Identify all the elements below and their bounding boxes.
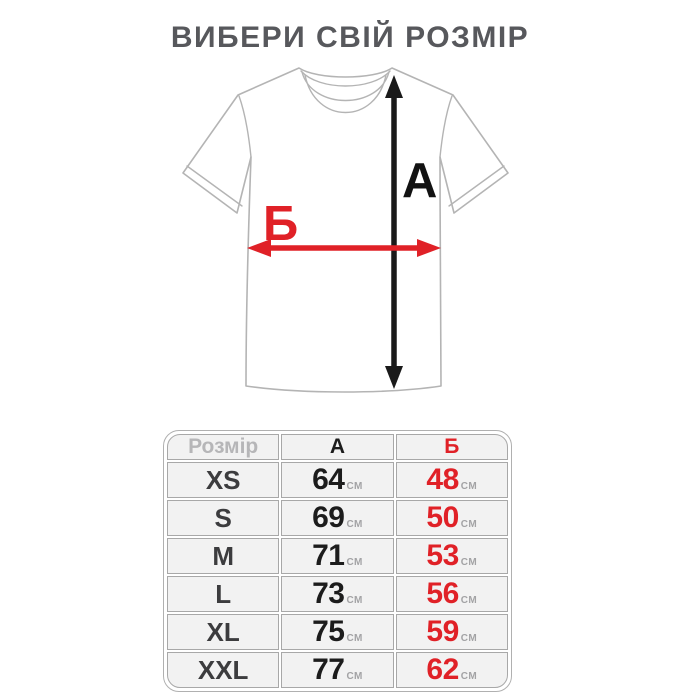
size-cell: S — [167, 500, 279, 536]
size-cell: XS — [167, 462, 279, 498]
unit-label: СМ — [346, 595, 363, 606]
width-value: 59 — [426, 615, 459, 648]
table-row — [167, 538, 508, 574]
width-cell — [396, 614, 508, 650]
width-label: Б — [263, 197, 299, 251]
width-cell — [396, 500, 508, 536]
length-cell — [281, 500, 393, 536]
unit-label: СМ — [346, 633, 363, 644]
unit-label: СМ — [346, 557, 363, 568]
table-header-row — [167, 434, 508, 460]
width-cell — [396, 462, 508, 498]
width-column-header: Б — [396, 434, 508, 460]
length-column-header: А — [281, 434, 393, 460]
width-value: 50 — [426, 501, 459, 534]
length-value: 71 — [312, 539, 345, 572]
page-title: ВИБЕРИ СВІЙ РОЗМІР — [170, 21, 530, 54]
width-cell — [396, 576, 508, 612]
table-row — [167, 462, 508, 498]
length-value: 69 — [312, 501, 345, 534]
table-row — [167, 500, 508, 536]
length-value: 73 — [312, 577, 345, 610]
length-value: 75 — [312, 615, 345, 648]
length-cell — [281, 462, 393, 498]
size-cell: M — [167, 538, 279, 574]
table-row — [167, 652, 508, 688]
width-value: 53 — [426, 539, 459, 572]
tshirt-outline — [183, 68, 508, 392]
table-row — [167, 576, 508, 612]
width-cell — [396, 538, 508, 574]
size-column-header: Розмір — [167, 434, 279, 460]
size-cell: XL — [167, 614, 279, 650]
unit-label: СМ — [460, 519, 478, 530]
unit-label: СМ — [346, 671, 363, 682]
width-value: 62 — [426, 653, 459, 686]
table-row — [167, 614, 508, 650]
unit-label: СМ — [460, 557, 478, 568]
unit-label: СМ — [346, 481, 363, 492]
unit-label: СМ — [460, 595, 478, 606]
length-cell — [281, 538, 393, 574]
width-value: 48 — [426, 463, 459, 496]
length-cell — [281, 576, 393, 612]
length-cell — [281, 614, 393, 650]
unit-label: СМ — [346, 519, 363, 530]
unit-label: СМ — [460, 481, 478, 492]
width-cell — [396, 652, 508, 688]
length-value: 64 — [312, 463, 345, 496]
unit-label: СМ — [460, 633, 478, 644]
length-cell — [281, 652, 393, 688]
unit-label: СМ — [460, 671, 478, 682]
size-cell: XXL — [167, 652, 279, 688]
length-value: 77 — [312, 653, 345, 686]
size-table — [163, 430, 512, 692]
length-label: А — [402, 154, 438, 208]
size-cell: L — [167, 576, 279, 612]
width-value: 56 — [426, 577, 459, 610]
